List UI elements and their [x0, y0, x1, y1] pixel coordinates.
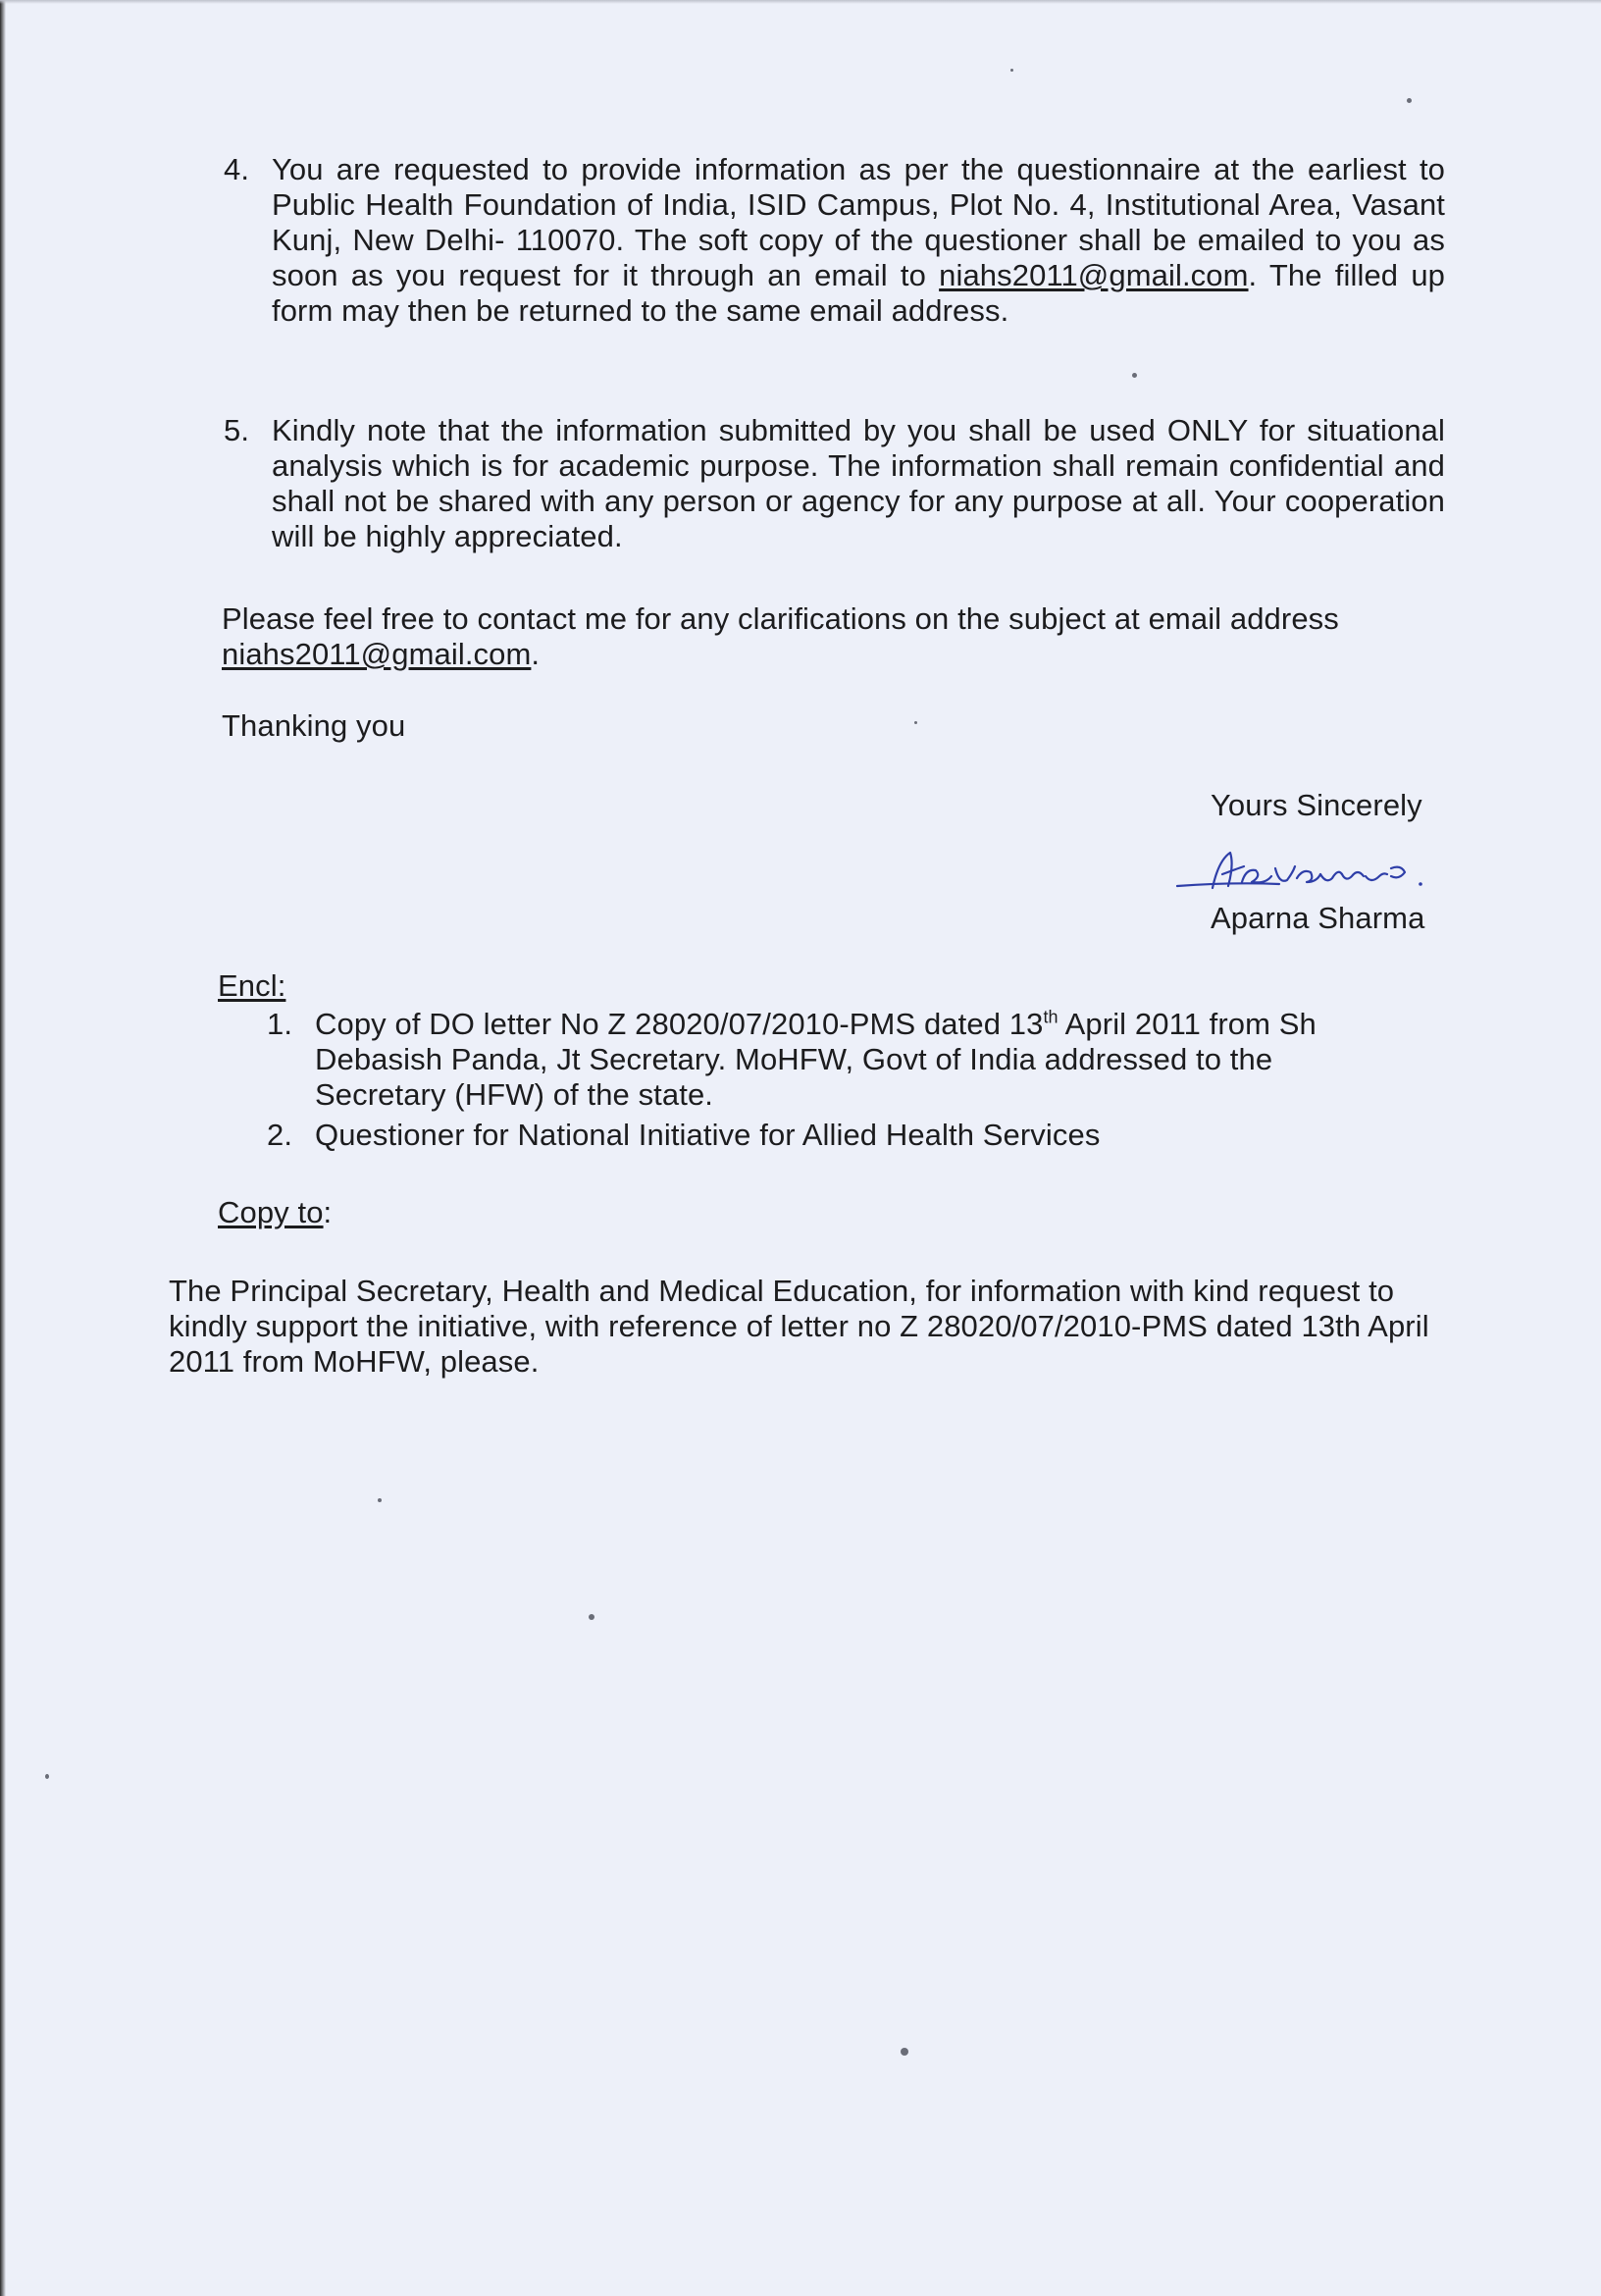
contact-email-link[interactable]: niahs2011@gmail.com [222, 637, 532, 671]
contact-period: . [531, 637, 541, 671]
enclosures-heading: Encl: [218, 968, 286, 1003]
copy-to-label: Copy to [218, 1195, 324, 1229]
enclosure-text-part: Copy of DO letter No Z 28020/07/2010-PMS dated 13 [315, 1007, 1044, 1041]
scan-speck [914, 721, 917, 724]
enclosure-number: 1. [267, 1007, 293, 1041]
scan-speck [1132, 373, 1137, 378]
enclosures-list [267, 1007, 1395, 1158]
enclosure-text: Questioner for National Initiative for Allied Health Services [315, 1118, 1101, 1152]
point-body [272, 152, 1445, 329]
point-5 [224, 413, 1445, 554]
copy-to-heading [218, 1195, 332, 1230]
copy-to-paragraph: The Principal Secretary, Health and Medical Education, for information with kind request to kindly support the initiative, with reference of letter no Z 28020/07/2010-PMS dated 13th April 2011 from MoHFW, please. [169, 1274, 1429, 1379]
scan-speck [1010, 69, 1013, 72]
contact-paragraph [222, 601, 1448, 672]
scan-edge-left [0, 0, 6, 2296]
enclosure-item [267, 1007, 1395, 1113]
ordinal-suffix: th [1043, 1007, 1059, 1027]
scan-speck [1407, 98, 1412, 103]
scan-speck [901, 2048, 908, 2056]
point-number: 5. [224, 413, 250, 447]
thanking-line: Thanking you [222, 708, 406, 743]
enclosure-item [267, 1118, 1395, 1153]
enclosure-text [315, 1007, 1395, 1113]
point-4 [224, 152, 1445, 329]
point-text: You are requested to provide information as per the questionnaire at the earliest to Public Health Foundation of India, ISID Campus, Plot No. 4, Institutional Area, Vasant Kunj, New Delhi- 110070. The soft copy of the questioner shall be emailed to you as soon as you request for it through an email to [272, 152, 1445, 292]
scan-edge-top [0, 0, 1601, 4]
closing-line: Yours Sincerely [1211, 788, 1422, 822]
enclosure-number: 2. [267, 1118, 293, 1152]
scan-speck [378, 1498, 382, 1502]
point-text: . The filled up form may then be returned to the same email address. [272, 258, 1445, 328]
scan-speck [589, 1614, 594, 1620]
point-number: 4. [224, 152, 250, 186]
copy-to-colon: : [323, 1195, 333, 1229]
email-link[interactable]: niahs2011@gmail.com [939, 258, 1249, 292]
contact-text: Please feel free to contact me for any clarifications on the subject at email address [222, 601, 1339, 636]
point-body: Kindly note that the information submitted by you shall be used ONLY for situational analysis which is for academic purpose. The information shall remain confidential and shall not be shared with any person or agency for any purpose at all. Your cooperation will be highly appreciated. [272, 413, 1445, 553]
enclosure-text-part: April 2011 from Sh Debasish Panda, Jt Secretary. MoHFW, Govt of India addressed to the Secretary (HFW) of the state. [315, 1007, 1317, 1112]
signatory-name: Aparna Sharma [1211, 901, 1425, 935]
scan-speck [45, 1774, 49, 1779]
